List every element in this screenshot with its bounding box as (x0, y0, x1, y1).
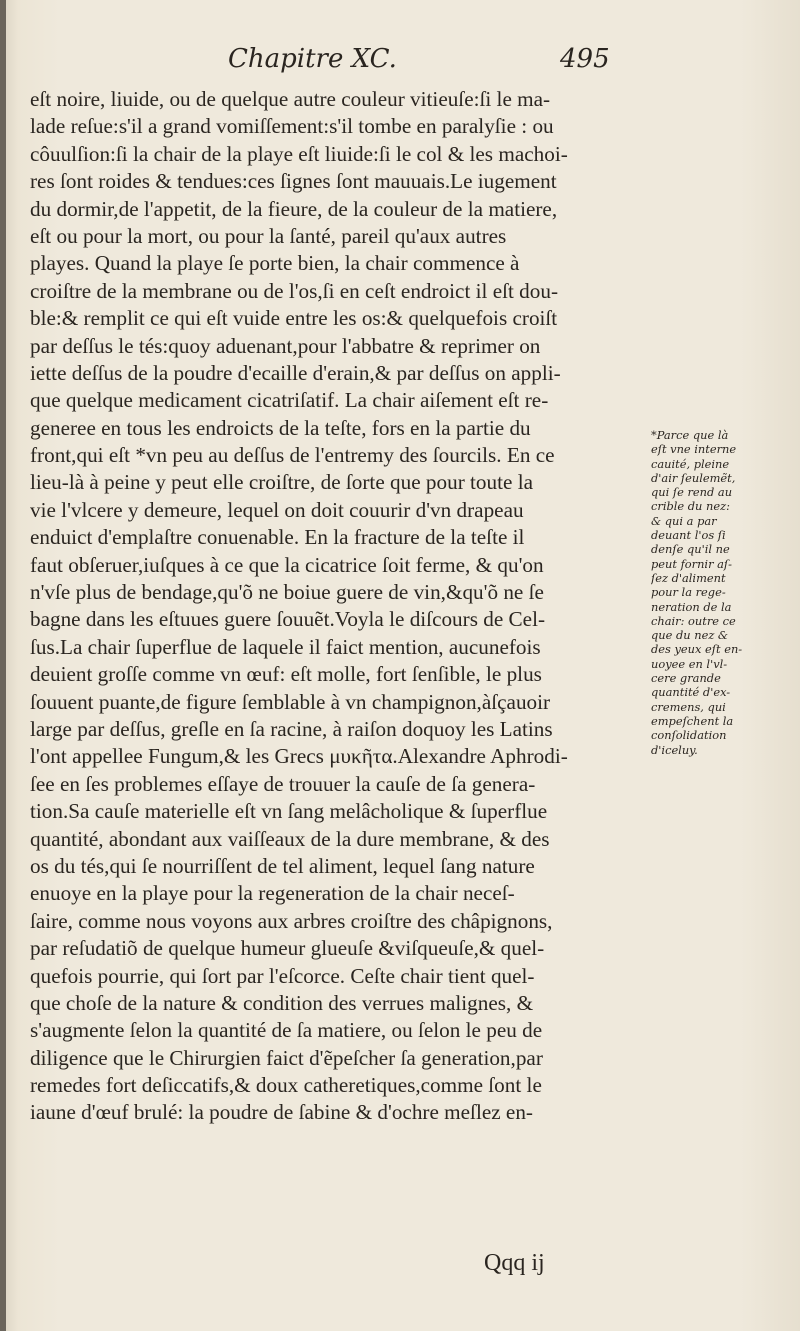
margin-note-line: eſt vne interne (651, 442, 737, 457)
text-line: os du tés,qui ſe nourriſſent de tel aliment, lequel ſang nature (30, 853, 535, 878)
margin-note-line: neration de la (651, 599, 732, 614)
marginal-note (651, 428, 771, 757)
text-line: ble:& remplit ce qui eſt vuide entre les os:& quelquefois croiſt (30, 306, 558, 331)
text-line: iette deſſus de la poudre d'ecaille d'erain,& par deſſus on appli- (30, 360, 561, 385)
main-text-block (30, 86, 650, 1127)
text-line: playes. Quand la playe ſe porte bien, la chair commence à (30, 251, 520, 276)
margin-note-line: denſe qu'il ne (651, 542, 730, 557)
margin-note-line: chair: outre ce (651, 613, 736, 628)
text-line: n'vſe plus de bendage,qu'õ ne boiue guere de vin,&qu'õ ne ſe (30, 580, 544, 605)
text-line: l'ont appellee Fungum,& les Grecs μυκῆτα.Alexandre Aphrodi- (30, 744, 568, 769)
margin-note-line: empeſchent la (651, 713, 734, 728)
text-line: du dormir,de l'appetit, de la fieure, de la couleur de la matiere, (30, 196, 558, 221)
margin-note-line: & qui a par (651, 513, 717, 528)
margin-note-line: *Parce que là (651, 428, 729, 442)
text-line: eſt noire, liuide, ou de quelque autre couleur vitieuſe:ſi le ma- (30, 87, 551, 111)
text-line: lieu-là à peine y peut elle croiſtre, de ſorte que pour toute la (30, 470, 533, 495)
text-line: ſouuent puante,de figure ſemblable à vn champignon,àſçauoir (30, 689, 551, 714)
margin-note-line: conſolidation (651, 728, 727, 743)
text-line: enduict d'emplaſtre conuenable. En la fracture de la teſte il (30, 525, 525, 550)
margin-note-line: d'iceluy. (651, 742, 698, 757)
text-line: s'augmente ſelon la quantité de ſa matiere, ou ſelon le peu de (30, 1018, 543, 1043)
margin-note-line: quantité d'ex- (651, 685, 731, 700)
text-line: deuient groſſe comme vn œuf: eſt molle, fort ſenſible, le plus (30, 662, 542, 687)
text-line: diligence que le Chirurgien faict d'ẽpeſcher ſa generation,par (30, 1045, 543, 1070)
signature-mark: Qqq ij (484, 1250, 545, 1276)
text-line: croiſtre de la membrane ou de l'os,ſi en ceſt endroict il eſt dou- (30, 278, 559, 303)
text-line: large par deſſus, greſle en ſa racine, à raiſon doquoy les Latins (30, 716, 553, 741)
text-line: par deſſus le tés:quoy aduenant,pour l'abbatre & reprimer on (30, 333, 541, 358)
text-line: par reſudatiõ de quelque humeur glueuſe &viſqueuſe,& quel- (30, 936, 545, 961)
text-line: côuulſion:ſi la chair de la playe eſt liuide:ſi le col & les machoi- (30, 141, 568, 166)
text-line: ſus.La chair ſuperflue de laquele il faict mention, aucunefois (30, 634, 541, 659)
text-line: generee en tous les endroicts de la teſte, fors en la partie du (30, 415, 531, 440)
text-line: res ſont roides & tendues:ces ſignes ſont mauuais.Le iugement (30, 169, 557, 194)
text-line: faut obſeruer,iuſques à ce que la cicatrice ſoit ferme, & qu'on (30, 552, 544, 577)
margin-note-line: cauité, pleine (651, 456, 730, 471)
text-line: tion.Sa cauſe materielle eſt vn ſang melâcholique & ſuperflue (30, 799, 548, 824)
margin-note-line: crible du nez: (651, 499, 730, 514)
page-number: 495 (560, 44, 610, 74)
margin-note-line: d'air ſeulemẽt, (651, 470, 736, 485)
page-header (0, 44, 800, 84)
text-line: enuoye en la playe pour la regeneration de la chair neceſ- (30, 881, 515, 906)
margin-note-line: que du nez & (651, 628, 729, 643)
text-line: ſaire, comme nous voyons aux arbres croiſtre des châpignons, (30, 908, 553, 933)
margin-note-line: ſez d'aliment (651, 570, 726, 585)
margin-note-line: cremens, qui (651, 699, 726, 714)
text-line: lade reſue:s'il a grand vomiſſement:s'il tombe en paralyſie : ou (30, 114, 554, 139)
text-line: remedes fort deſiccatifs,& doux catheretiques,comme ſont le (30, 1073, 542, 1098)
margin-note-line: deuant l'os ſi (651, 528, 726, 543)
text-line: ſee en ſes problemes eſſaye de trouuer la cauſe de ſa genera- (30, 771, 536, 796)
margin-note-line: pour la rege- (651, 585, 726, 600)
text-line: iaune d'œuf brulé: la poudre de ſabine & d'ochre meſlez en- (30, 1100, 533, 1125)
margin-note-line: qui ſe rend au (651, 485, 733, 500)
text-line: bagne dans les eſtuues guere ſouuẽt.Voyla le diſcours de Cel- (30, 607, 546, 632)
text-line: front,qui eſt *vn peu au deſſus de l'entremy des ſourcils. En ce (30, 443, 555, 468)
margin-note-line: des yeux eſt en- (651, 642, 743, 657)
margin-note-line: peut fornir aſ- (651, 556, 732, 571)
binding-gutter (0, 0, 6, 1331)
text-line: que choſe de la nature & condition des verrues malignes, & (30, 990, 534, 1015)
text-line: que quelque medicament cicatriſatif. La chair aiſement eſt re- (30, 388, 549, 413)
margin-note-line: cere grande (651, 671, 721, 686)
text-line: vie l'vlcere y demeure, lequel on doit couurir d'vn drapeau (30, 497, 524, 522)
running-head: Chapitre XC. (228, 44, 397, 74)
margin-note-line: uoyee en l'vl- (651, 656, 728, 671)
text-line: eſt ou pour la mort, ou pour la ſanté, pareil qu'aux autres (30, 223, 507, 248)
text-line: quefois pourrie, qui ſort par l'eſcorce. Ceſte chair tient quel- (30, 963, 535, 988)
text-line: quantité, abondant aux vaiſſeaux de la dure membrane, & des (30, 826, 550, 851)
